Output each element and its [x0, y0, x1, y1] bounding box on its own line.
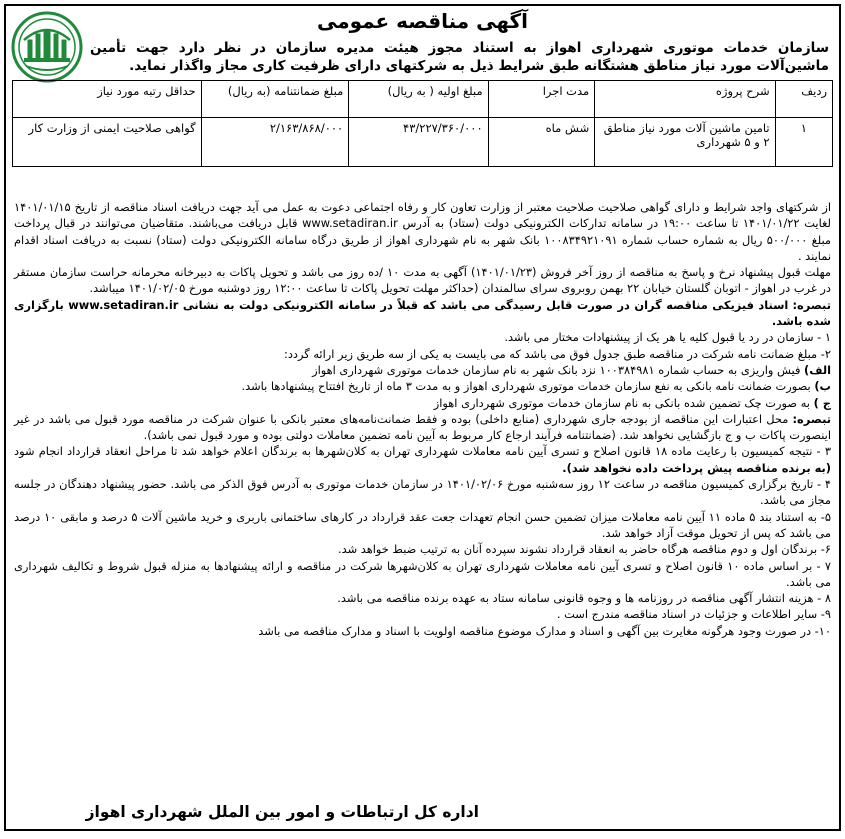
column-header: ردیف	[775, 81, 832, 118]
sub-item-text: به صورت چک تضمین شده بانکی به نام سازمان خدمات موتوری شهرداری اهواز	[433, 395, 810, 410]
signature-line: اداره کل ارتباطات و امور بین الملل شهرداری اهواز	[85, 803, 479, 821]
note-text: محل اعتبارات این مناقصه از بودجه جاری شهرداری (منابع داخلی) بوده و فقط ضمانت‌نامه‌های معتبر بانکی با عنوان شرکت در مناقصه مورد قبول می باشد در غیر اینصورت پاکات ب و ج بازگشایی نخواهد شد. (ضمانتنامه فرآیند ارجاع کار مربوط به آیین نامه تضمین معاملات دولتی بوده و مورد قبول نمی باشد).	[14, 411, 831, 443]
sub-item-text: فیش واریزی به حساب شماره ۱۰۰۳۸۴۹۸۱ نزد بانک شهر به نام سازمان خدمات موتوری شهرداری اهواز	[312, 362, 801, 377]
note-electronic-upload	[14, 297, 831, 330]
notice-title: آگهی مناقصه عمومی	[316, 9, 529, 33]
table-header-row	[13, 81, 833, 118]
list-item: ۲- مبلغ ضمانت نامه شرکت در مناقصه طبق جدول فوق می باشد که می بایست به یکی از سه طریق زیر ارائه گردد:	[284, 346, 831, 361]
list-item	[14, 378, 831, 394]
list-item: ۱ - سازمان در رد یا قبول کلیه یا هر یک از پیشنهادات مختار می باشد.	[504, 330, 831, 345]
sub-item-label: ب)	[814, 379, 831, 394]
list-item: ۸ - هزینه انتشار آگهی مناقصه در روزنامه ها و وجوه قانونی سامانه ستاد به عهده برنده مناقصه می باشد.	[337, 591, 831, 606]
table-row	[13, 118, 833, 167]
note-label: تبصره:	[792, 411, 832, 426]
note-budget	[14, 411, 831, 444]
list-item: ۶- برندگان اول و دوم مناقصه هرگاه حاضر به انعقاد قرارداد نشوند سپرده آنان به ترتیب ضبط خواهد شد.	[337, 542, 831, 557]
minimum-rank: گواهی صلاحیت ایمنی از وزارت کار	[13, 118, 202, 167]
paragraph-document-purchase: از شرکتهای واجد شرایط و دارای گواهی صلاحیت صلاحیت معتبر از وزارت تعاون کار و رفاه اجتماعی دعوت به عمل می آید جهت دریافت اسناد مناقصه از تاریخ ۱۴۰۱/۰۱/۱۵ لغایت ۱۴۰۱/۰۱/۲۲ تا ساعت ۱۹:۰۰ در سامانه تدارکات الکترونیکی دولت (ستاد) به آدرس www.setadiran.ir قابل دریافت می‌باشند. متقاضیان می‌توانند در قبال پرداخت مبلغ ۵۰۰/۰۰۰ ریال به شماره حساب شماره ۱۰۰۸۳۴۹۲۱۰۹۱ بانک شهر به نام شهرداری اهواز از طریق درگاه سامانه الکترونیکی دولت (ستاد) نسبت به دریافت اسناد اقدام نمایند .	[14, 200, 832, 263]
sub-item-label: ج )	[813, 395, 831, 410]
tender-notice	[4, 4, 841, 831]
list-item: ۷ - بر اساس ماده ۱۰ قانون اصلاح و تسری آیین نامه معاملات شهرداری تهران به کلان‌شهرها شرکت در مناقصه و ارائه پیشنهادها به منزله قبول شروط و تکالیف شهرداری می باشد.	[14, 558, 831, 589]
list-item	[14, 443, 831, 476]
list-item	[14, 395, 831, 411]
note-label: تبصره:	[792, 297, 831, 312]
list-item: ۱۰- در صورت وجود هرگونه مغایرت بین آگهی و اسناد و مدارک موضوع مناقصه اولویت با اسناد و مدارک مناقصه می باشد	[258, 623, 831, 638]
column-header: مبلغ اولیه ( به ریال)	[349, 81, 488, 118]
list-item	[14, 362, 831, 378]
note-text: اسناد فیزیکی مناقصه گران در صورت قابل رسیدگی می باشد که قبلاً در سامانه الکترونیکی دولت به نشانی www.setadiran.ir بارگزاری شده باشد.	[14, 297, 831, 329]
list-item: ۴ - تاریخ برگزاری کمیسیون مناقصه در ساعت ۱۲ روز سه‌شنبه مورخ ۱۴۰۱/۰۲/۰۶ در سازمان خدمات موتوری به آدرس فوق الذکر می باشد. حضور پیشنهاد دهندگان در جلسه مجاز می باشد.	[14, 477, 831, 508]
column-header: مبلغ ضمانتنامه (به ریال)	[201, 81, 349, 118]
project-description: تامین ماشین آلات مورد نیاز مناطق ۲ و ۵ شهرداری	[595, 118, 775, 167]
paragraph-deadline: مهلت قبول پیشنهاد نرخ و پاسخ به مناقصه از روز آخر فروش (۱۴۰۱/۰۱/۲۳) آگهی به مدت ۱۰ /ده روز می باشد و تحویل پاکات به دبیرخانه محرمانه حراست سازمان مستقر در غرب در اهواز - اتوبان گلستان خیابان ۲۲ بهمن روبروی سرای سالمندان (حداکثر مهلت تحویل پاکات تا ساعت ۱۲:۰۰ روز دوشنبه مورخ ۱۴۰۱/۰۲/۰۵ میباشد.	[14, 265, 831, 296]
list-item: ۵- به استناد بند ۵ ماده ۱۱ آیین نامه معاملات میزان تضمین حسن انجام تعهدات جعت عقد قرارداد در کارهای ساختمانی باربری و خرید ماشین آلات ۵ درصد و مابقی ۱۰ درصد می باشد که پس از تحویل موقت آزاد خواهد شد.	[14, 509, 831, 540]
initial-amount: ۴۳/۲۲۷/۳۶۰/۰۰۰	[349, 118, 488, 167]
notice-body	[14, 199, 831, 639]
column-header: شرح پروژه	[595, 81, 775, 118]
column-header: حداقل رتبه مورد نیاز	[13, 81, 202, 118]
notice-intro: سازمان خدمات موتوری شهرداری اهواز به استناد مجوز هیئت مدیره سازمان در نظر دارد جهت تأمین ماشین‌آلات مورد نیاز مناطق هشتگانه طبق شرایط ذیل به شرکتهای دارای ظرفیت کاری مجاز واگذار نماید.	[90, 40, 829, 74]
column-header: مدت اجرا	[488, 81, 595, 118]
sub-item-label: الف)	[804, 362, 831, 377]
guarantee-amount: ۲/۱۶۳/۸۶۸/۰۰۰	[201, 118, 349, 167]
list-item: ۹- سایر اطلاعات و جزئیات در اسناد مناقصه مندرج است .	[556, 607, 831, 622]
item-text: ۳ - نتیجه کمیسیون با رعایت ماده ۱۸ قانون اصلاح و تسری آیین نامه معاملات شهرداری تهران به کلان‌شهرها به برندگان اعلام خواهد شد تا مراحل انعقاد قرارداد انجام شود	[14, 444, 831, 459]
duration: شش ماه	[488, 118, 595, 167]
row-number: ۱	[775, 118, 832, 167]
project-table	[12, 80, 833, 167]
sub-item-text: بصورت ضمانت نامه بانکی به نفع سازمان خدمات موتوری شهرداری اهواز و به مدت ۳ ماه از تاریخ افتتاح پیشنهادها باشد.	[241, 379, 811, 394]
item-bold-text: (به برنده مناقصه پیش پرداخت داده نخواهد شد).	[562, 460, 831, 475]
